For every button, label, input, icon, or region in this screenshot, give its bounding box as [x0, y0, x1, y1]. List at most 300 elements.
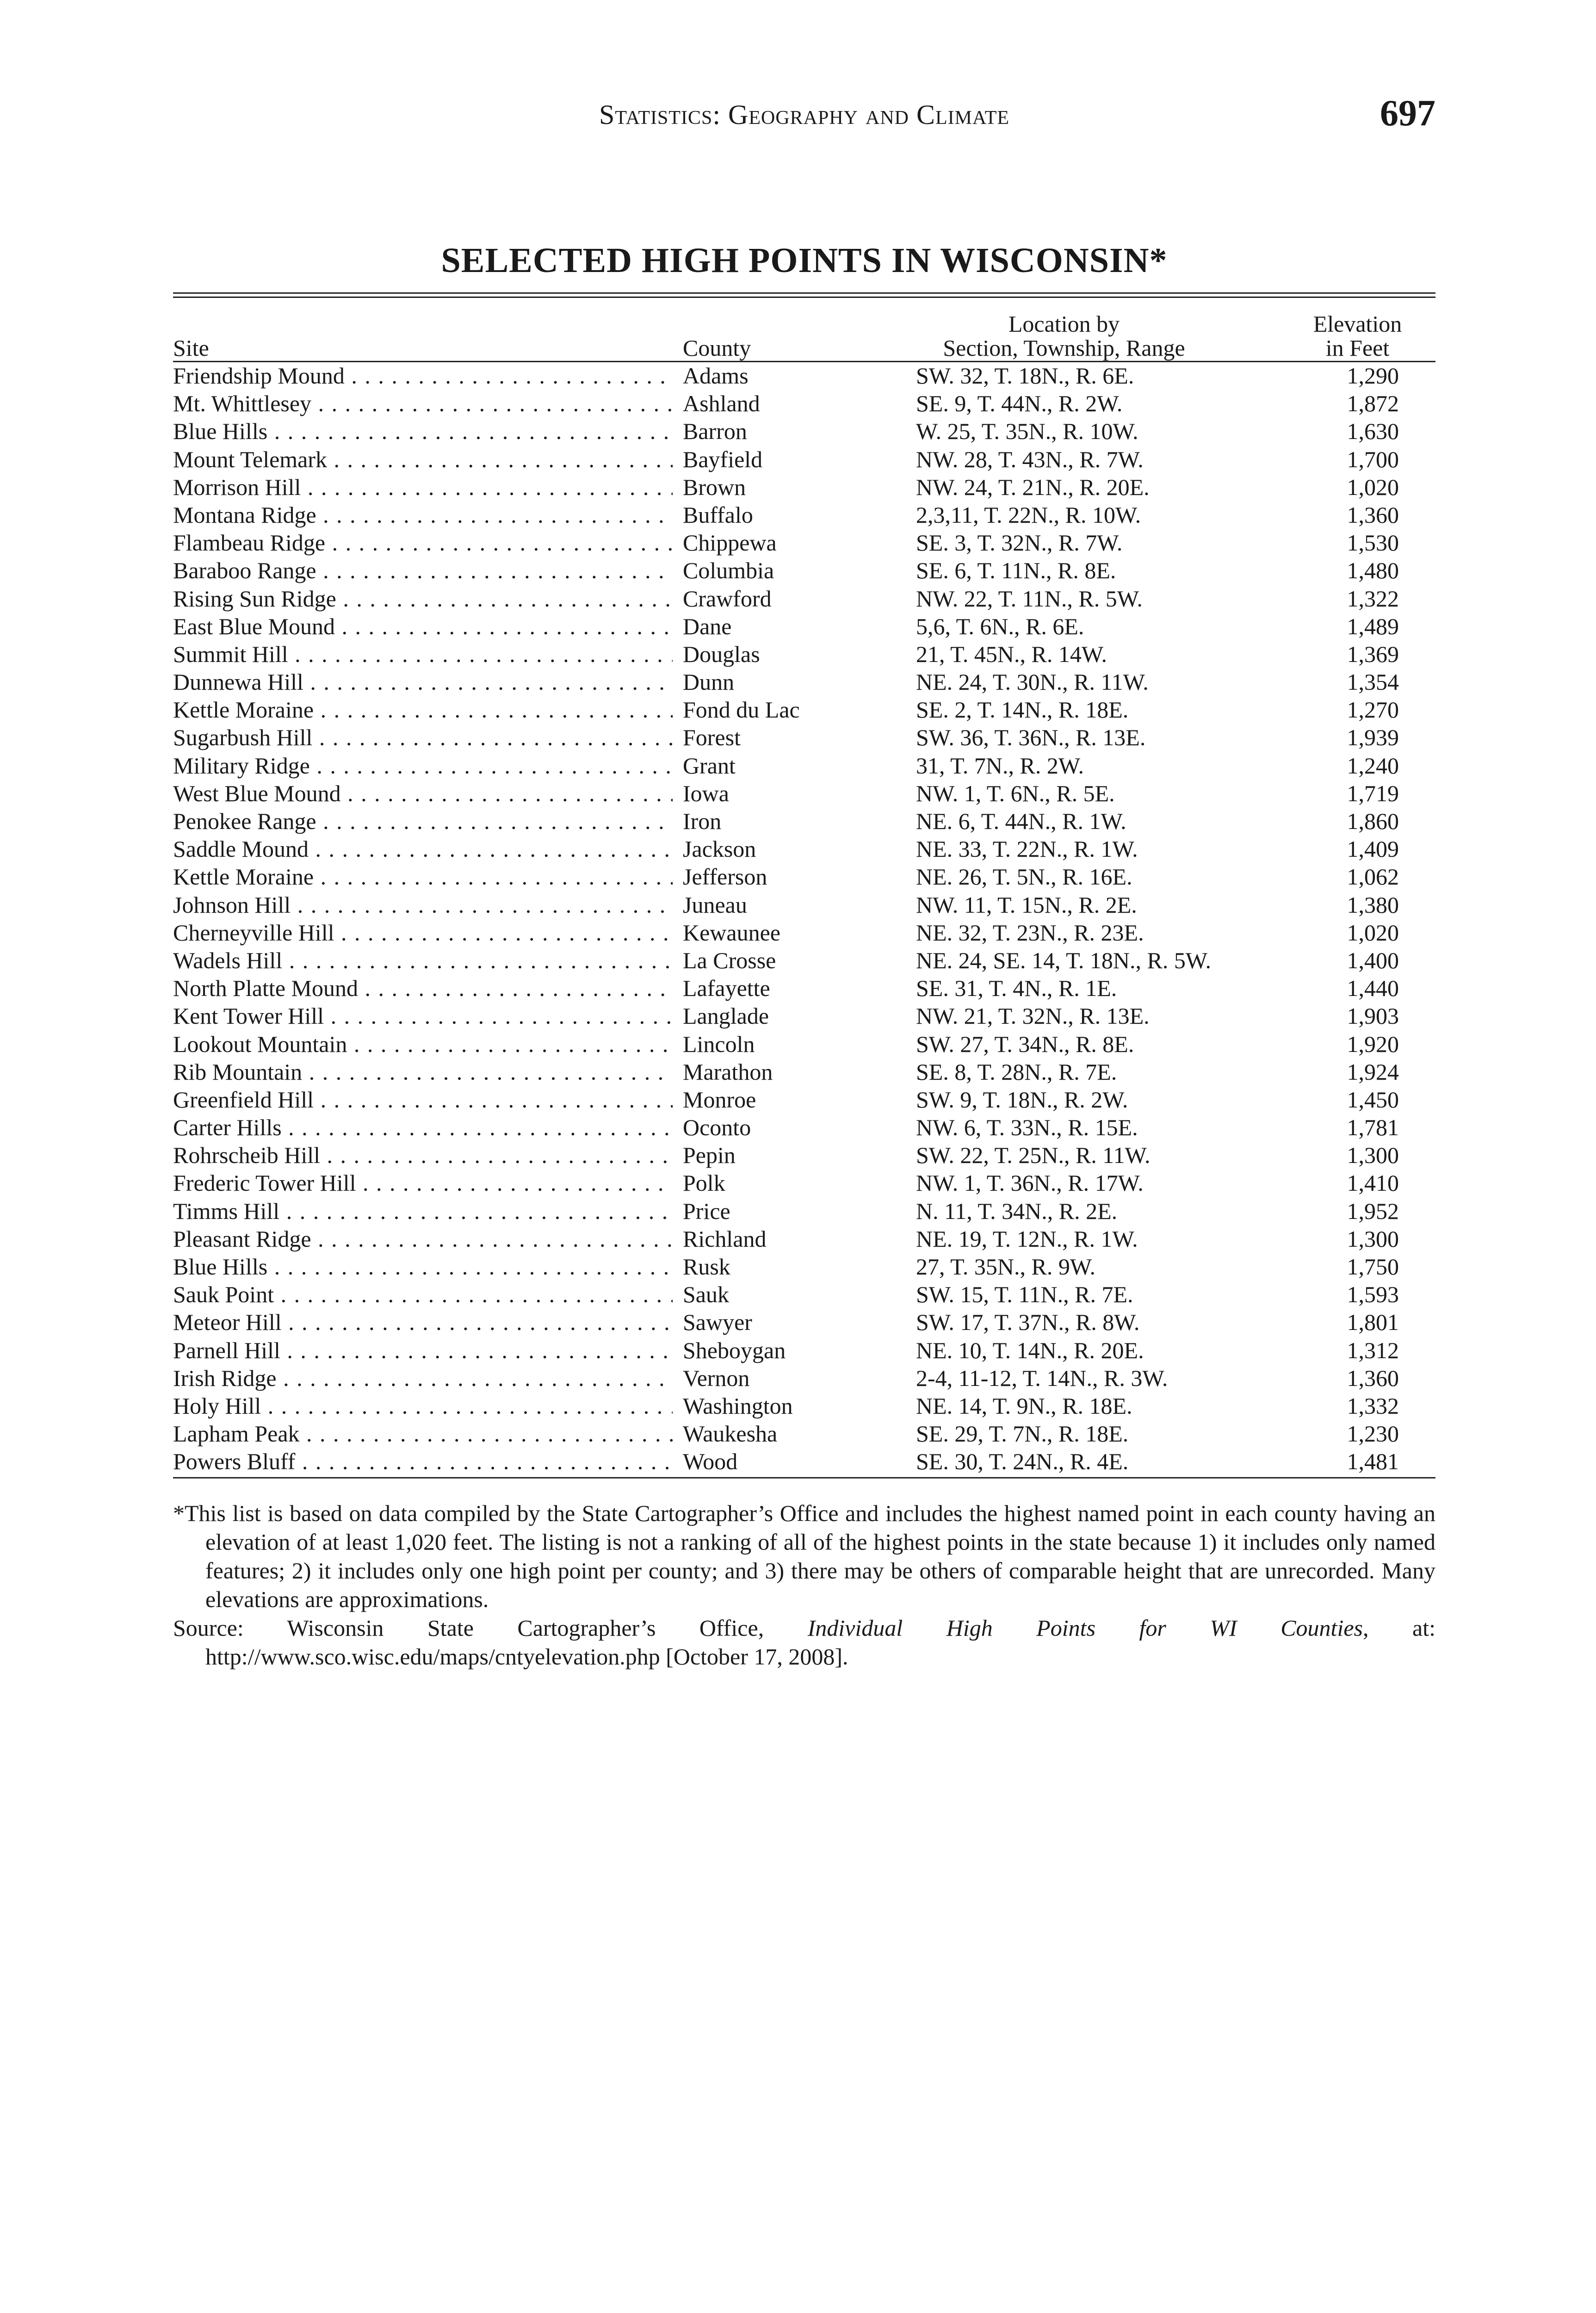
table-row [173, 891, 1435, 919]
site-cell [173, 473, 673, 501]
county-cell: Richland [683, 1225, 767, 1252]
table-row [173, 1169, 1435, 1197]
column-header-location-line2: Section, Township, Range [943, 335, 1185, 361]
site-cell [173, 585, 673, 612]
dot-leader [316, 557, 673, 583]
elevation-cell: 1,354 [1347, 669, 1399, 695]
table-row [173, 1336, 1435, 1364]
site-name: Parnell Hill [173, 1337, 280, 1363]
dot-leader [288, 641, 673, 667]
site-cell [173, 529, 673, 557]
site-name: Meteor Hill [173, 1309, 282, 1336]
county-cell: Douglas [683, 641, 760, 667]
county-cell: Iowa [683, 780, 729, 806]
site-name: Friendship Mound [173, 363, 345, 389]
table-row [173, 1392, 1435, 1420]
dot-leader [261, 1393, 673, 1419]
dot-leader [279, 1198, 673, 1224]
elevation-cell: 1,872 [1347, 390, 1399, 417]
site-cell [173, 835, 673, 863]
dot-leader [356, 1170, 673, 1196]
location-cell: SE. 6, T. 11N., R. 8E. [916, 557, 1116, 584]
site-cell [173, 1420, 673, 1447]
dot-leader [300, 1421, 673, 1447]
site-cell [173, 445, 673, 473]
site-cell [173, 1169, 673, 1197]
site-cell [173, 1030, 673, 1058]
county-cell: Dane [683, 613, 732, 639]
elevation-cell: 1,481 [1347, 1448, 1399, 1475]
table-row [173, 445, 1435, 473]
footnote-text: *This list is based on data compiled by the State Cartographer’s Office and includes the highest named point in each county having an elevation of at least 1,020 feet. The listing is not a ranking of all of the highest points in the state because 1) it includes only named features; 2) it includes only one high point per county; and 3) there may be others of comparable height that are unrecorded. Many elevations are approximations. [173, 1500, 1435, 1612]
table-row [173, 390, 1435, 417]
dot-leader [314, 864, 673, 890]
table-row [173, 807, 1435, 835]
table-row [173, 1058, 1435, 1086]
location-cell: NW. 1, T. 36N., R. 17W. [916, 1170, 1144, 1196]
site-name: North Platte Mound [173, 975, 358, 1002]
location-cell: NW. 1, T. 6N., R. 5E. [916, 780, 1115, 806]
source-title: Individual High Points for WI Counties [807, 1615, 1363, 1641]
source-prefix: Source: Wisconsin State Cartographer’s Office, [173, 1615, 808, 1641]
dot-leader [347, 1031, 673, 1057]
site-name: Wadels Hill [173, 947, 283, 973]
table-row [173, 752, 1435, 779]
location-cell: 31, T. 7N., R. 2W. [916, 752, 1084, 779]
site-name: Military Ridge [173, 752, 310, 779]
site-cell [173, 752, 673, 779]
elevation-cell: 1,920 [1347, 1031, 1399, 1057]
table-row [173, 1086, 1435, 1113]
site-cell [173, 1447, 673, 1475]
dot-leader [312, 724, 673, 750]
location-cell: SE. 8, T. 28N., R. 7E. [916, 1058, 1117, 1085]
site-cell [173, 362, 673, 390]
dot-leader [311, 1226, 673, 1252]
county-cell: Pepin [683, 1142, 736, 1169]
location-cell: NE. 33, T. 22N., R. 1W. [916, 836, 1138, 862]
table-bottom-rule [173, 1477, 1435, 1478]
elevation-cell: 1,903 [1347, 1003, 1399, 1029]
site-name: Carter Hills [173, 1114, 282, 1141]
dot-leader [282, 1114, 673, 1140]
location-cell: NE. 24, T. 30N., R. 11W. [916, 669, 1149, 695]
county-cell: Brown [683, 474, 746, 500]
elevation-cell: 1,312 [1347, 1337, 1399, 1363]
county-cell: Grant [683, 752, 736, 779]
elevation-cell: 1,290 [1347, 363, 1399, 389]
county-cell: Bayfield [683, 446, 763, 472]
county-cell: Lincoln [683, 1031, 755, 1057]
county-cell: Chippewa [683, 530, 777, 556]
county-cell: Columbia [683, 557, 774, 584]
table-row [173, 724, 1435, 751]
location-cell: SW. 36, T. 36N., R. 13E. [916, 724, 1146, 751]
elevation-cell: 1,062 [1347, 864, 1399, 890]
elevation-cell: 1,480 [1347, 557, 1399, 584]
site-name: Flambeau Ridge [173, 530, 326, 556]
elevation-cell: 1,360 [1347, 501, 1399, 528]
elevation-cell: 1,410 [1347, 1170, 1399, 1196]
dot-leader [327, 446, 673, 472]
elevation-cell: 1,801 [1347, 1309, 1399, 1336]
site-cell [173, 1141, 673, 1169]
table-row [173, 974, 1435, 1002]
site-name: Blue Hills [173, 418, 268, 445]
dot-leader [358, 975, 673, 1001]
location-cell: NE. 26, T. 5N., R. 16E. [916, 864, 1132, 890]
elevation-cell: 1,360 [1347, 1365, 1399, 1391]
footnote [173, 1499, 1435, 1671]
site-cell [173, 640, 673, 668]
county-cell: Langlade [683, 1003, 769, 1029]
county-cell: Kewaunee [683, 919, 780, 946]
location-cell: SW. 17, T. 37N., R. 8W. [916, 1309, 1140, 1336]
dot-leader [282, 947, 673, 973]
table-row [173, 501, 1435, 529]
site-name: Baraboo Range [173, 557, 316, 584]
county-cell: La Crosse [683, 947, 776, 973]
site-name: Penokee Range [173, 808, 316, 834]
site-cell [173, 390, 673, 417]
dot-leader [309, 836, 673, 862]
table-row [173, 1113, 1435, 1141]
site-cell [173, 1002, 673, 1030]
location-cell: SE. 29, T. 7N., R. 18E. [916, 1421, 1129, 1447]
site-cell [173, 612, 673, 640]
site-cell [173, 501, 673, 529]
county-cell: Wood [683, 1448, 738, 1475]
table-row [173, 1030, 1435, 1058]
site-cell [173, 807, 673, 835]
elevation-cell: 1,332 [1347, 1392, 1399, 1419]
elevation-cell: 1,230 [1347, 1421, 1399, 1447]
county-cell: Forest [683, 724, 741, 751]
location-cell: NW. 6, T. 33N., R. 15E. [916, 1114, 1138, 1141]
site-name: Sugarbush Hill [173, 724, 313, 751]
location-cell: 5,6, T. 6N., R. 6E. [916, 613, 1084, 639]
table-row [173, 557, 1435, 584]
county-cell: Lafayette [683, 975, 770, 1002]
table-row [173, 529, 1435, 557]
site-name: Lookout Mountain [173, 1031, 347, 1057]
county-cell: Vernon [683, 1365, 750, 1391]
site-cell [173, 1086, 673, 1113]
site-cell [173, 1253, 673, 1280]
location-cell: NE. 14, T. 9N., R. 18E. [916, 1392, 1132, 1419]
site-name: Timms Hill [173, 1198, 280, 1224]
county-cell: Sheboygan [683, 1337, 786, 1363]
county-cell: Iron [683, 808, 722, 834]
table-row [173, 1197, 1435, 1225]
table-row [173, 946, 1435, 974]
dot-leader [345, 363, 673, 389]
elevation-cell: 1,530 [1347, 530, 1399, 556]
site-cell [173, 1225, 673, 1253]
county-cell: Price [683, 1198, 730, 1224]
table-row [173, 1447, 1435, 1475]
dot-leader [316, 808, 673, 834]
dot-leader [314, 1087, 673, 1113]
dot-leader [295, 1448, 673, 1474]
location-cell: NE. 24, SE. 14, T. 18N., R. 5W. [916, 947, 1211, 973]
elevation-cell: 1,860 [1347, 808, 1399, 834]
table-row [173, 696, 1435, 724]
location-cell: NW. 22, T. 11N., R. 5W. [916, 585, 1143, 612]
source-suffix: , at: http://www.sco.wisc.edu/maps/cntyelevation.php [October 17, 2008]. [205, 1615, 1435, 1670]
table-row [173, 863, 1435, 891]
elevation-cell: 1,380 [1347, 891, 1399, 918]
table-row [173, 1253, 1435, 1280]
elevation-cell: 1,489 [1347, 613, 1399, 639]
table-row [173, 473, 1435, 501]
elevation-cell: 1,700 [1347, 446, 1399, 472]
county-cell: Sauk [683, 1281, 729, 1308]
dot-leader [274, 1281, 673, 1307]
dot-leader [314, 697, 673, 723]
site-cell [173, 668, 673, 696]
table-row [173, 1225, 1435, 1253]
site-name: Saddle Mound [173, 836, 309, 862]
elevation-cell: 1,020 [1347, 474, 1399, 500]
site-cell [173, 1058, 673, 1086]
dot-leader [302, 1059, 673, 1085]
site-cell [173, 863, 673, 891]
table-row [173, 362, 1435, 390]
running-head [173, 93, 1435, 148]
dot-leader [301, 474, 673, 500]
site-name: Cherneyville Hill [173, 919, 334, 946]
site-cell [173, 557, 673, 584]
site-cell [173, 779, 673, 807]
table-body [173, 362, 1435, 1476]
elevation-cell: 1,240 [1347, 752, 1399, 779]
table-header [173, 306, 1435, 360]
dot-leader [267, 1254, 673, 1280]
elevation-cell: 1,719 [1347, 780, 1399, 806]
site-name: Rib Mountain [173, 1058, 303, 1085]
site-name: Holy Hill [173, 1392, 261, 1419]
elevation-cell: 1,300 [1347, 1142, 1399, 1169]
location-cell: NE. 19, T. 12N., R. 1W. [916, 1225, 1138, 1252]
location-cell: SE. 30, T. 24N., R. 4E. [916, 1448, 1129, 1475]
running-title: Statistics: Geography and Climate [599, 99, 1010, 130]
site-name: Frederic Tower Hill [173, 1170, 356, 1196]
site-cell [173, 1280, 673, 1308]
location-cell: SE. 31, T. 4N., R. 1E. [916, 975, 1117, 1002]
site-name: Rising Sun Ridge [173, 585, 336, 612]
site-cell [173, 417, 673, 445]
site-name: Irish Ridge [173, 1365, 277, 1391]
elevation-cell: 1,440 [1347, 975, 1399, 1002]
table-row [173, 1420, 1435, 1447]
site-cell [173, 696, 673, 724]
location-cell: 21, T. 45N., R. 14W. [916, 641, 1107, 667]
site-cell [173, 919, 673, 946]
dot-leader [334, 920, 673, 946]
table-row [173, 417, 1435, 445]
dot-leader [324, 1003, 673, 1029]
column-header-county: County [683, 335, 751, 361]
table-row [173, 779, 1435, 807]
dot-leader [316, 502, 673, 528]
elevation-cell: 1,593 [1347, 1281, 1399, 1308]
location-cell: SE. 9, T. 44N., R. 2W. [916, 390, 1123, 417]
elevation-cell: 1,939 [1347, 724, 1399, 751]
site-name: East Blue Mound [173, 613, 335, 639]
site-name: Morrison Hill [173, 474, 301, 500]
location-cell: NE. 32, T. 23N., R. 23E. [916, 919, 1144, 946]
column-header-elevation-line1: Elevation [1313, 311, 1402, 337]
site-name: Rohrscheib Hill [173, 1142, 321, 1169]
site-name: Johnson Hill [173, 891, 291, 918]
site-cell [173, 1308, 673, 1336]
column-header-location [916, 312, 1212, 360]
dot-leader [320, 1142, 673, 1168]
location-cell: NW. 21, T. 32N., R. 13E. [916, 1003, 1150, 1029]
table-row [173, 1280, 1435, 1308]
location-cell: NW. 24, T. 21N., R. 20E. [916, 474, 1150, 500]
elevation-cell: 1,400 [1347, 947, 1399, 973]
site-name: Sauk Point [173, 1281, 274, 1308]
site-name: Dunnewa Hill [173, 669, 303, 695]
location-cell: SW. 22, T. 25N., R. 11W. [916, 1142, 1151, 1169]
table-row [173, 919, 1435, 946]
location-cell: 2,3,11, T. 22N., R. 10W. [916, 501, 1141, 528]
county-cell: Oconto [683, 1114, 751, 1141]
dot-leader [282, 1309, 673, 1335]
elevation-cell: 1,300 [1347, 1225, 1399, 1252]
dot-leader [267, 418, 673, 444]
county-cell: Barron [683, 418, 747, 445]
site-cell [173, 946, 673, 974]
location-cell: NE. 10, T. 14N., R. 20E. [916, 1337, 1144, 1363]
elevation-cell: 1,369 [1347, 641, 1399, 667]
column-header-elevation [1280, 312, 1435, 360]
dot-leader [325, 530, 673, 556]
page-number: 697 [1380, 93, 1435, 134]
county-cell: Buffalo [683, 501, 753, 528]
site-cell [173, 1392, 673, 1420]
county-cell: Ashland [683, 390, 760, 417]
site-cell [173, 1113, 673, 1141]
location-cell: NW. 28, T. 43N., R. 7W. [916, 446, 1144, 472]
table-row [173, 640, 1435, 668]
location-cell: SW. 9, T. 18N., R. 2W. [916, 1086, 1128, 1113]
site-name: Kettle Moraine [173, 697, 314, 723]
site-name: Blue Hills [173, 1254, 268, 1280]
site-name: Kettle Moraine [173, 864, 314, 890]
location-cell: SE. 3, T. 32N., R. 7W. [916, 530, 1123, 556]
elevation-cell: 1,750 [1347, 1254, 1399, 1280]
county-cell: Sawyer [683, 1309, 752, 1336]
location-cell: NE. 6, T. 44N., R. 1W. [916, 808, 1126, 834]
location-cell: SE. 2, T. 14N., R. 18E. [916, 697, 1129, 723]
dot-leader [310, 753, 673, 779]
elevation-cell: 1,322 [1347, 585, 1399, 612]
county-cell: Jefferson [683, 864, 767, 890]
location-cell: SW. 32, T. 18N., R. 6E. [916, 363, 1134, 389]
county-cell: Polk [683, 1170, 725, 1196]
county-cell: Washington [683, 1392, 793, 1419]
elevation-cell: 1,630 [1347, 418, 1399, 445]
table-row [173, 835, 1435, 863]
table-row [173, 1002, 1435, 1030]
site-cell [173, 1336, 673, 1364]
site-name: Mt. Whittlesey [173, 390, 312, 417]
county-cell: Crawford [683, 585, 772, 612]
location-cell: N. 11, T. 34N., R. 2E. [916, 1198, 1118, 1224]
county-cell: Dunn [683, 669, 735, 695]
location-cell: 2-4, 11-12, T. 14N., R. 3W. [916, 1365, 1168, 1391]
source-citation [173, 1614, 1435, 1671]
table-row [173, 668, 1435, 696]
dot-leader [291, 892, 673, 918]
county-cell: Juneau [683, 891, 747, 918]
dot-leader [335, 613, 673, 639]
dot-leader [341, 780, 673, 806]
county-cell: Monroe [683, 1086, 756, 1113]
site-cell [173, 1197, 673, 1225]
table-row [173, 612, 1435, 640]
column-header-location-line1: Location by [1008, 311, 1120, 337]
county-cell: Jackson [683, 836, 756, 862]
site-name: Summit Hill [173, 641, 288, 667]
site-name: Powers Bluff [173, 1448, 296, 1475]
dot-leader [311, 390, 673, 416]
elevation-cell: 1,924 [1347, 1058, 1399, 1085]
site-cell [173, 891, 673, 919]
elevation-cell: 1,020 [1347, 919, 1399, 946]
site-cell [173, 1364, 673, 1392]
table-row [173, 1308, 1435, 1336]
county-cell: Rusk [683, 1254, 730, 1280]
table-title: SELECTED HIGH POINTS IN WISCONSIN* [441, 241, 1168, 280]
dot-leader [303, 669, 673, 695]
site-name: Greenfield Hill [173, 1086, 314, 1113]
elevation-cell: 1,409 [1347, 836, 1399, 862]
dot-leader [280, 1337, 673, 1363]
site-name: West Blue Mound [173, 780, 341, 806]
elevation-cell: 1,450 [1347, 1086, 1399, 1113]
site-cell [173, 974, 673, 1002]
site-name: Kent Tower Hill [173, 1003, 324, 1029]
site-name: Lapham Peak [173, 1421, 300, 1447]
site-cell [173, 724, 673, 751]
county-cell: Fond du Lac [683, 697, 800, 723]
location-cell: SW. 27, T. 34N., R. 8E. [916, 1031, 1134, 1057]
location-cell: W. 25, T. 35N., R. 10W. [916, 418, 1138, 445]
location-cell: 27, T. 35N., R. 9W. [916, 1254, 1095, 1280]
table-row [173, 1141, 1435, 1169]
table-row [173, 1364, 1435, 1392]
location-cell: SW. 15, T. 11N., R. 7E. [916, 1281, 1133, 1308]
site-name: Montana Ridge [173, 501, 316, 528]
dot-leader [277, 1365, 673, 1391]
dot-leader [336, 586, 673, 612]
table-top-rule [173, 292, 1435, 298]
elevation-cell: 1,270 [1347, 697, 1399, 723]
county-cell: Marathon [683, 1058, 773, 1085]
elevation-cell: 1,952 [1347, 1198, 1399, 1224]
table-row [173, 585, 1435, 612]
county-cell: Adams [683, 363, 749, 389]
site-name: Pleasant Ridge [173, 1225, 311, 1252]
elevation-cell: 1,781 [1347, 1114, 1399, 1141]
county-cell: Waukesha [683, 1421, 778, 1447]
location-cell: NW. 11, T. 15N., R. 2E. [916, 891, 1137, 918]
column-header-site: Site [173, 335, 209, 361]
